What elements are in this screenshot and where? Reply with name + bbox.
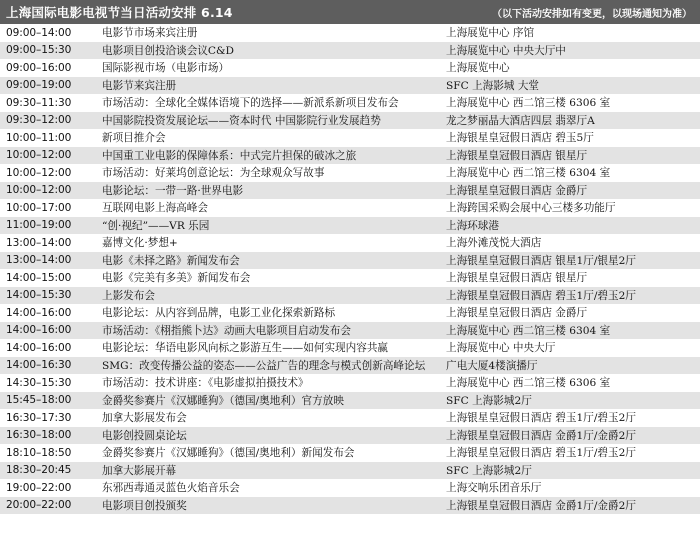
table-row	[0, 42, 700, 60]
table-row	[0, 77, 700, 95]
schedule-venue: 上海银星皇冠假日酒店 金爵厅	[446, 307, 588, 320]
schedule-event: 电影论坛：从内容到品牌，电影工业化探索新路标	[102, 307, 336, 320]
schedule-time: 09:00–14:00	[6, 26, 72, 39]
table-row	[0, 234, 700, 252]
schedule-event: SMG：改变传播公益的姿态——公益广告的理念与模式创新高峰论坛	[102, 359, 426, 372]
schedule-venue: 上海银星皇冠假日酒店 碧玉1厅/碧玉2厅	[446, 289, 636, 302]
table-row	[0, 374, 700, 392]
schedule-venue: 上海跨国采购会展中心三楼多功能厅	[446, 202, 616, 215]
table-row	[0, 287, 700, 305]
title-bar	[0, 0, 700, 24]
schedule-event: 电影论坛：华语电影风向标之影游互生——如何实现内容共赢	[102, 342, 389, 355]
table-row	[0, 24, 700, 42]
schedule-venue: 上海展览中心 序馆	[446, 27, 535, 40]
table-row	[0, 269, 700, 287]
schedule-venue: 上海展览中心 中央大厅中	[446, 44, 566, 57]
table-row	[0, 199, 700, 217]
schedule-event: 上影发布会	[102, 289, 155, 302]
schedule-time: 14:30–15:30	[6, 376, 72, 389]
table-row	[0, 322, 700, 340]
schedule-venue: 上海银星皇冠假日酒店 金爵1厅/金爵2厅	[446, 499, 636, 512]
schedule-time: 13:00–14:00	[6, 254, 72, 267]
table-row	[0, 392, 700, 410]
schedule-event: 互联网电影上海高峰会	[102, 202, 208, 215]
schedule-time: 18:10–18:50	[6, 446, 72, 459]
schedule-time: 16:30–17:30	[6, 411, 72, 424]
schedule-event: 金爵奖参赛片《汉娜睡狗》（德国/奥地利）新闻发布会	[102, 447, 355, 460]
schedule-time: 10:00–12:00	[6, 166, 72, 179]
schedule-venue: 上海展览中心 西二馆三楼 6304 室	[446, 324, 611, 337]
table-row	[0, 112, 700, 130]
schedule-event: 中国重工业电影的保障体系：中式完片担保的破冰之旅	[102, 149, 357, 162]
schedule-event: 市场活动：技术讲座：《电影虚拟拍摄技术》	[102, 377, 309, 390]
schedule-venue: 上海银星皇冠假日酒店 银星厅	[446, 272, 588, 285]
schedule-venue: 上海展览中心 中央大厅	[446, 342, 556, 355]
schedule-event: 电影创投圆桌论坛	[102, 429, 187, 442]
schedule-event: 新项目推介会	[102, 132, 166, 145]
table-row	[0, 94, 700, 112]
schedule-venue: 上海银星皇冠假日酒店 银星1厅/银星2厅	[446, 254, 636, 267]
schedule-venue: 上海展览中心	[446, 62, 510, 75]
schedule-time: 09:30–11:30	[6, 96, 72, 109]
schedule-event: 市场活动：全球化全媒体语境下的选择——新派系新项目发布会	[102, 97, 399, 110]
table-row	[0, 129, 700, 147]
schedule-event: 电影节市场来宾注册	[102, 27, 198, 40]
schedule-time: 20:00–22:00	[6, 499, 72, 512]
schedule-event: 东邪西毒通灵蓝色火焰音乐会	[102, 482, 240, 495]
schedule-time: 18:30–20:45	[6, 464, 72, 477]
schedule-venue: 上海展览中心 西二馆三楼 6304 室	[446, 167, 611, 180]
table-row	[0, 182, 700, 200]
change-notice: （以下活动安排如有变更，以现场通知为准）	[492, 8, 692, 20]
schedule-event: 电影项目创投洽谈会议C&D	[102, 44, 234, 57]
schedule-venue: 上海银星皇冠假日酒店 碧玉5厅	[446, 132, 594, 145]
schedule-time: 14:00–16:00	[6, 306, 72, 319]
schedule-time: 14:00–16:00	[6, 324, 72, 337]
schedule-time: 14:00–15:30	[6, 289, 72, 302]
schedule-time: 14:00–16:30	[6, 359, 72, 372]
schedule-time: 10:00–12:00	[6, 149, 72, 162]
table-row	[0, 59, 700, 77]
table-row	[0, 147, 700, 165]
schedule-event: 电影《未择之路》新闻发布会	[102, 254, 240, 267]
table-row	[0, 357, 700, 375]
schedule-venue: 上海交响乐团音乐厅	[446, 482, 542, 495]
schedule-time: 14:00–15:00	[6, 271, 72, 284]
schedule-event: 国际影视市场（电影市场）	[102, 62, 230, 75]
page-title: 上海国际电影电视节当日活动安排 6.14	[6, 5, 233, 20]
schedule-event: 金爵奖参赛片《汉娜睡狗》（德国/奥地利）官方放映	[102, 394, 344, 407]
schedule-venue: 上海展览中心 西二馆三楼 6306 室	[446, 377, 611, 390]
schedule-time: 14:00–16:00	[6, 341, 72, 354]
schedule-event: 市场活动：好莱坞创意论坛：为全球观众写故事	[102, 167, 325, 180]
table-row	[0, 339, 700, 357]
schedule-table	[0, 24, 700, 514]
schedule-venue: 上海展览中心 西二馆三楼 6306 室	[446, 97, 611, 110]
schedule-event: 加拿大影展开幕	[102, 464, 177, 477]
table-row	[0, 217, 700, 235]
schedule-venue: 上海外滩茂悦大酒店	[446, 237, 542, 250]
schedule-time: 11:00–19:00	[6, 219, 72, 232]
schedule-time: 13:00–14:00	[6, 236, 72, 249]
schedule-time: 10:00–17:00	[6, 201, 72, 214]
table-row	[0, 497, 700, 515]
schedule-time: 09:30–12:00	[6, 114, 72, 127]
schedule-event: 市场活动：《栩指熊卜达》动画大电影项目启动发布会	[102, 324, 351, 337]
table-row	[0, 444, 700, 462]
schedule-event: 电影《完美有多美》新闻发布会	[102, 272, 251, 285]
schedule-event: 加拿大影展发布会	[102, 412, 187, 425]
schedule-time: 19:00–22:00	[6, 481, 72, 494]
schedule-event: 嘉博文化·梦想+	[102, 237, 178, 250]
schedule-event: 中国影院投资发展论坛——资本时代 中国影院行业发展趋势	[102, 114, 381, 127]
table-row	[0, 304, 700, 322]
schedule-time: 16:30–18:00	[6, 429, 72, 442]
schedule-venue: 上海银星皇冠假日酒店 碧玉1厅/碧玉2厅	[446, 412, 636, 425]
schedule-venue: 上海银星皇冠假日酒店 金爵1厅/金爵2厅	[446, 429, 636, 442]
table-row	[0, 462, 700, 480]
schedule-time: 15:45–18:00	[6, 394, 72, 407]
schedule-venue: SFC 上海影城2厅	[446, 394, 532, 407]
schedule-venue: 龙之梦丽晶大酒店四层 翡翠厅A	[446, 114, 595, 127]
table-row	[0, 427, 700, 445]
schedule-venue: 广电大厦4楼演播厅	[446, 359, 538, 372]
schedule-event: 电影项目创投颁奖	[102, 499, 187, 512]
schedule-time: 10:00–11:00	[6, 131, 72, 144]
schedule-venue: 上海银星皇冠假日酒店 金爵厅	[446, 184, 588, 197]
table-row	[0, 164, 700, 182]
schedule-event: “创·视纪”——VR 乐园	[102, 219, 210, 232]
table-row	[0, 252, 700, 270]
schedule-venue: SFC 上海影城 大堂	[446, 79, 540, 92]
schedule-venue: 上海银星皇冠假日酒店 碧玉1厅/碧玉2厅	[446, 447, 636, 460]
schedule-time: 09:00–19:00	[6, 79, 72, 92]
table-row	[0, 479, 700, 497]
schedule-time: 09:00–15:30	[6, 44, 72, 57]
schedule-venue: SFC 上海影城2厅	[446, 464, 532, 477]
schedule-event: 电影论坛：一带一路·世界电影	[102, 184, 244, 197]
table-row	[0, 409, 700, 427]
schedule-venue: 上海银星皇冠假日酒店 银星厅	[446, 149, 588, 162]
schedule-time: 09:00–16:00	[6, 61, 72, 74]
schedule-time: 10:00–12:00	[6, 184, 72, 197]
schedule-event: 电影节来宾注册	[102, 79, 177, 92]
schedule-venue: 上海环球港	[446, 219, 499, 232]
